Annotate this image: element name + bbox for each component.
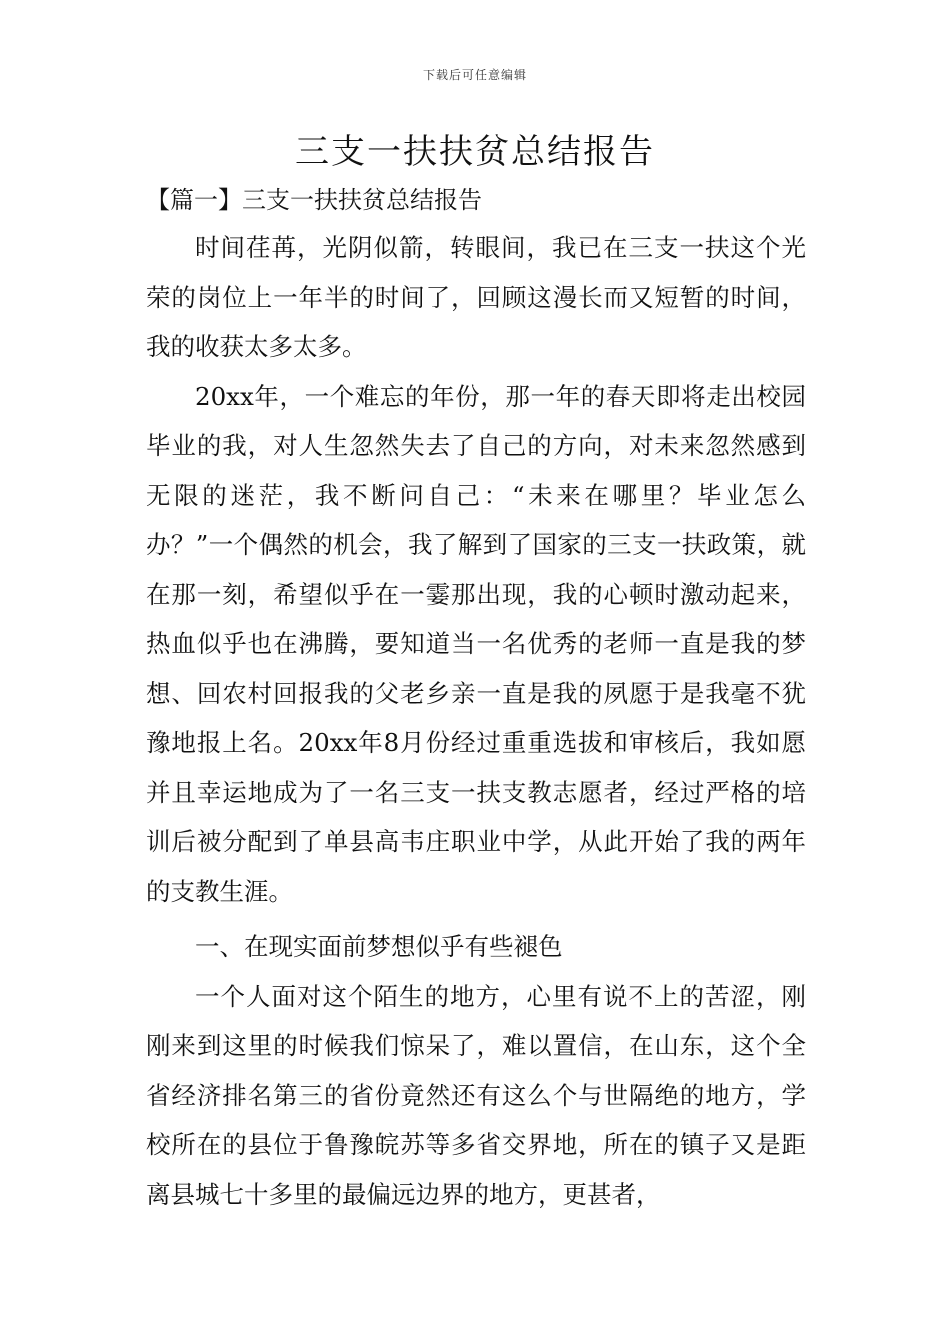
document-body <box>146 223 806 1219</box>
document-title: 三支一扶扶贫总结报告 <box>295 132 655 172</box>
paragraph-intro: 时间荏苒，光阴似箭，转眼间，我已在三支一扶这个光荣的岗位上一年半的时间了，回顾这漫长而又短暂的时间，我的收获太多太多。 <box>146 233 806 361</box>
subsection-heading: 一、在现实面前梦想似乎有些褪色 <box>195 932 563 961</box>
section-heading: 【篇一】三支一扶扶贫总结报告 <box>146 186 482 214</box>
header-note: 下载后可任意编辑 <box>422 68 527 82</box>
paragraph-first-impression: 一个人面对这个陌生的地方，心里有说不上的苦涩，刚刚来到这里的时候我们惊呆了，难以置信，在山东，这个全省经济排名第三的省份竟然还有这么个与世隔绝的地方，学校所在的县位于鲁豫皖苏等多省交界地，所在的镇子又是距离县城七十多里的最偏远边界的地方，更甚者， <box>146 981 806 1209</box>
paragraph-background: 20xx年，一个难忘的年份，那一年的春天即将走出校园毕业的我，对人生忽然失去了自己的方向，对未来忽然感到无限的迷茫，我不断问自己：“未来在哪里？毕业怎么办？”一个偶然的机会，我了解到了国家的三支一扶政策，就在那一刻，希望似乎在一霎那出现，我的心顿时激动起来，热血似乎也在沸腾，要知道当一名优秀的老师一直是我的梦想、回农村回报我的父老乡亲一直是我的夙愿于是我毫不犹豫地报上名。20xx年8月份经过重重选拔和审核后，我如愿并且幸运地成为了一名三支一扶支教志愿者，经过严格的培训后被分配到了单县高韦庄职业中学，从此开始了我的两年的支教生涯。 <box>146 381 806 906</box>
